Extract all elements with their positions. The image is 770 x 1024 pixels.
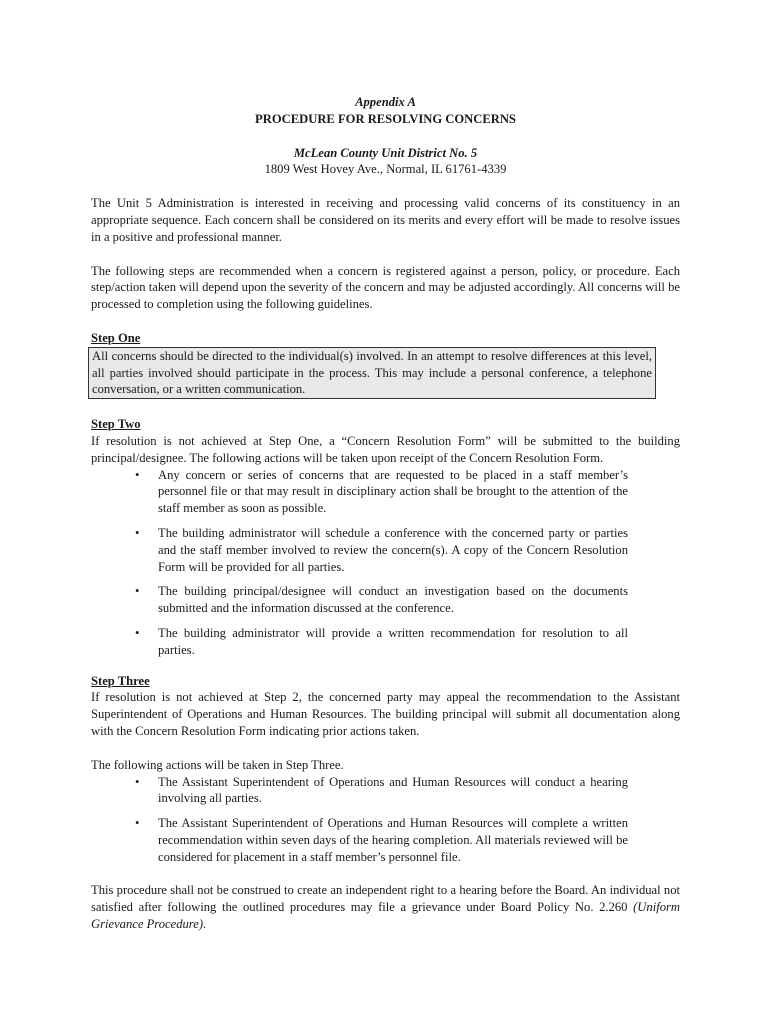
list-item: [91, 625, 680, 659]
bullet-text: The building principal/designee will conduct an investigation based on the documents submitted and the information discussed at the conference.: [158, 584, 628, 616]
intro-paragraph-1: The Unit 5 Administration is interested in receiving and processing valid concerns of its constituency in an appropriate sequence. Each concern shall be considered on its merits and every effort will be made to resolve issues in a positive and professional manner.: [91, 196, 680, 244]
document-title: PROCEDURE FOR RESOLVING CONCERNS: [255, 111, 516, 126]
district-name: McLean County Unit District No. 5: [293, 145, 478, 160]
bullet-icon: •: [135, 467, 140, 482]
step-two-intro: If resolution is not achieved at Step One, a “Concern Resolution Form” will be submitted to the building principal/designee. The following actions will be taken upon receipt of the Concern Resolution Form.: [91, 433, 680, 465]
closing-paragraph: [91, 882, 680, 932]
bullet-icon: •: [135, 625, 140, 640]
list-item: [91, 467, 680, 517]
intro-paragraph-2: The following steps are recommended when a concern is registered against a person, policy, or procedure. Each step/action taken will depend upon the severity of the concern and may be adjusted accordingly. All concerns will be processed to completion using the following guidelines.: [91, 263, 680, 312]
bullet-icon: •: [135, 774, 140, 789]
closing-text: This procedure shall not be construed to create an independent right to a hearing before the Board. An individual not satisfied after following the outlined procedures may file a grievance under Board Policy No. 2.260: [91, 883, 680, 915]
appendix-label: Appendix A: [355, 95, 416, 109]
bullet-text: The building administrator will provide a written recommendation for resolution to all parties.: [158, 625, 628, 657]
step-one-heading: Step One: [91, 330, 141, 345]
step-two-heading: Step Two: [91, 417, 141, 432]
policy-name: (Uniform Grievance Procedure): [91, 900, 680, 932]
district-address: 1809 West Hovey Ave., Normal, IL 61761-4339: [264, 162, 507, 177]
bullet-icon: •: [135, 816, 140, 831]
list-item: [91, 815, 680, 865]
step-one-text: All concerns should be directed to the individual(s) involved. In an attempt to resolve differences at this level, all parties involved should participate in the process. This may include a personal conference, a telephone conversation, or a written communication.: [88, 347, 656, 399]
bullet-icon: •: [135, 525, 140, 540]
bullet-text: The Assistant Superintendent of Operations and Human Resources will complete a written recommendation within seven days of the hearing completion. All materials reviewed will be considered for placement in a staff member’s personnel file.: [158, 816, 628, 864]
closing-end: .: [203, 917, 207, 932]
step-three-intro: If resolution is not achieved at Step 2, the concerned party may appeal the recommendation to the Assistant Superintendent of Operations and Human Resources. The building principal will submit all documentation along with the Concern Resolution Form indicating prior actions taken.: [91, 690, 680, 738]
list-item: [91, 774, 680, 808]
bullet-text: The Assistant Superintendent of Operations and Human Resources will conduct a hearing involving all parties.: [158, 774, 628, 806]
document-page: [91, 94, 680, 933]
bullet-text: The building administrator will schedule a conference with the concerned party or parties and the staff member involved to review the concern(s). A copy of the Concern Resolution Form will be provided for all parties.: [158, 525, 628, 574]
list-item: [91, 583, 680, 617]
step-three-heading: Step Three: [91, 673, 150, 688]
bullet-icon: •: [135, 584, 140, 599]
step-three-actions-intro: The following actions will be taken in Step Three.: [91, 757, 344, 772]
bullet-text: Any concern or series of concerns that are requested to be placed in a staff member’s personnel file or that may result in disciplinary action shall be brought to the attention of the staff member as soon as possible.: [158, 467, 628, 516]
step-two-bullet-list: [91, 467, 680, 659]
list-item: [91, 525, 680, 575]
step-three-bullet-list: [91, 774, 680, 866]
